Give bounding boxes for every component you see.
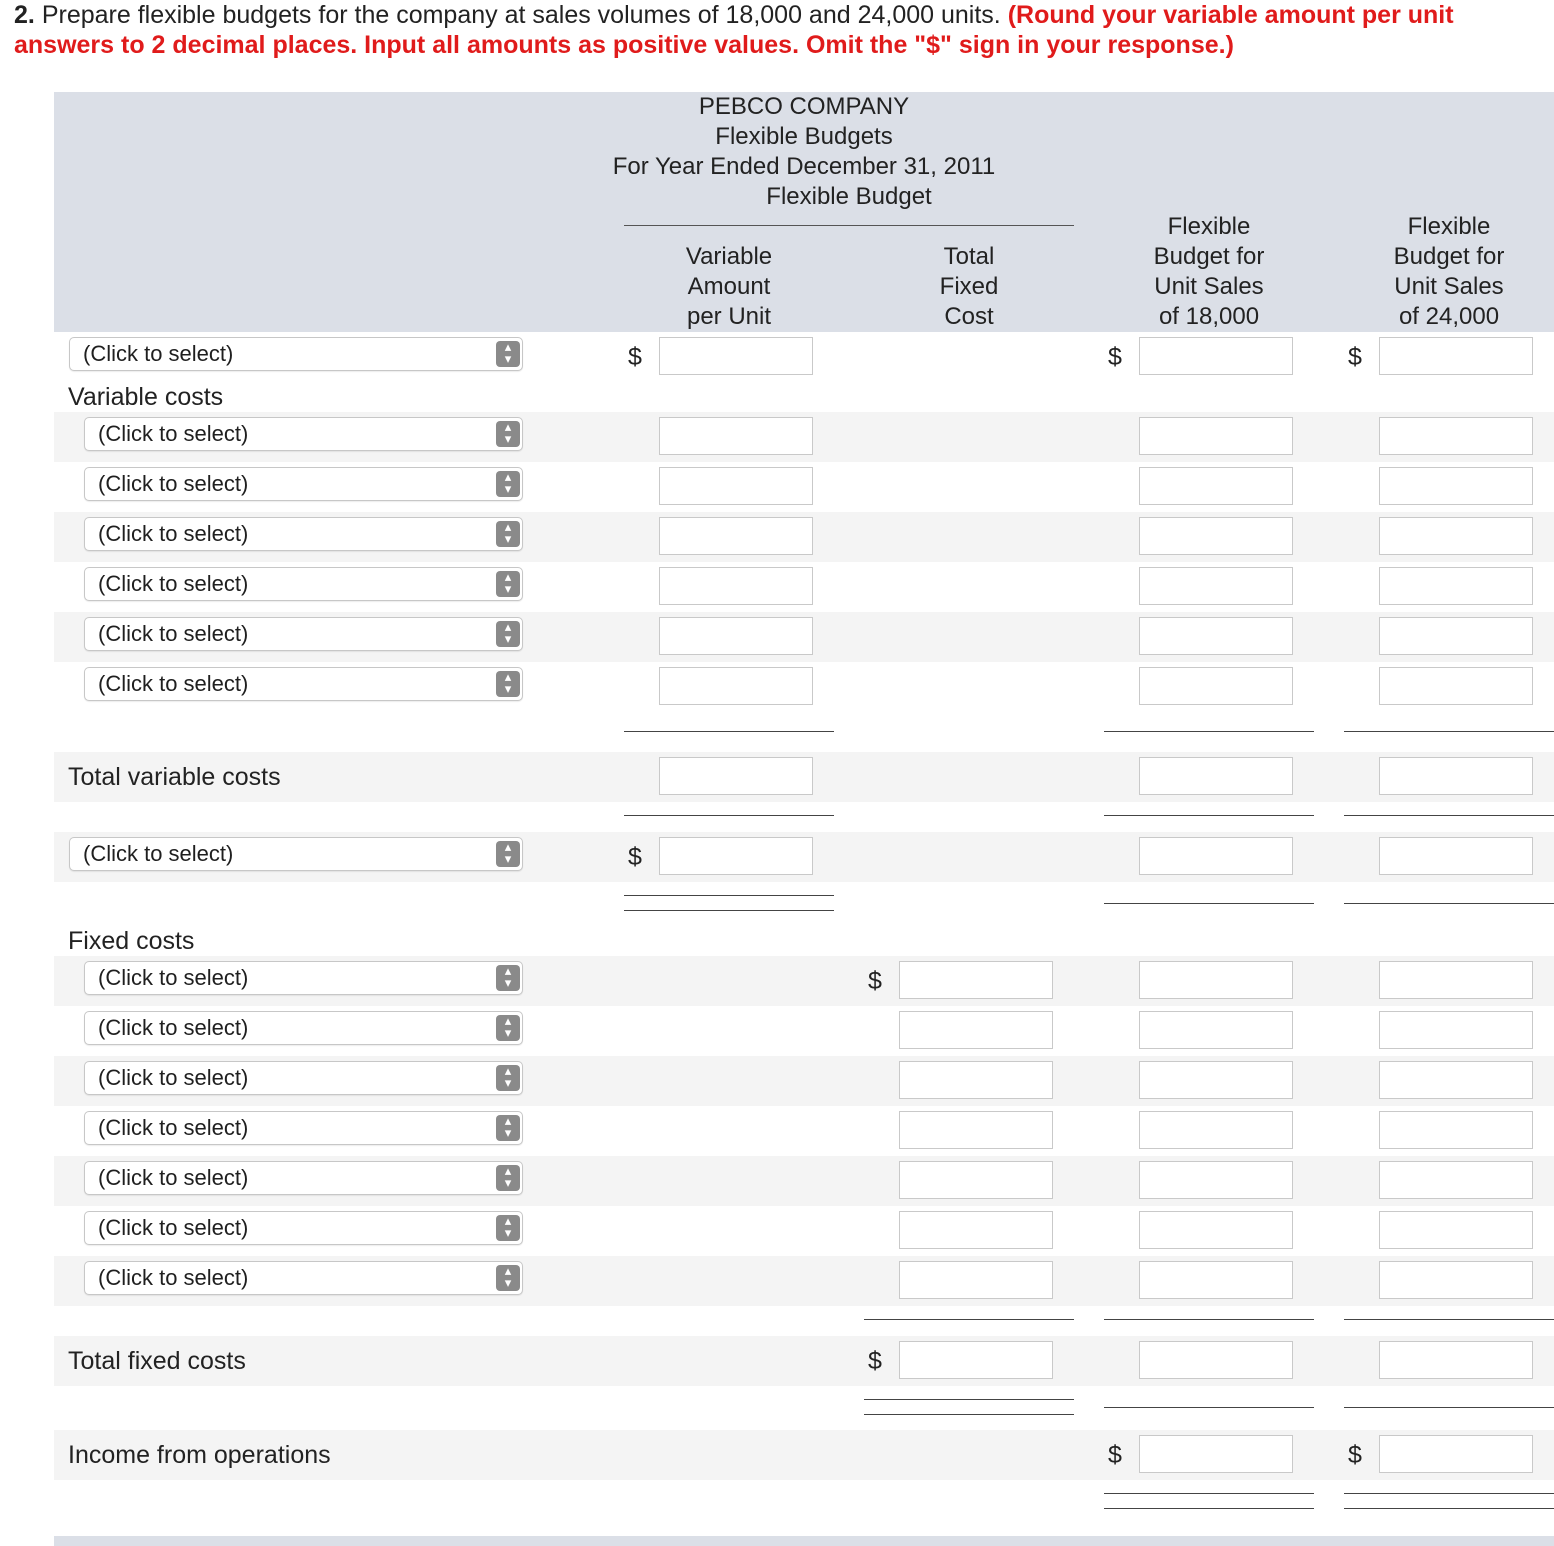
select-label: (Click to select) xyxy=(98,521,249,546)
input-variable-cost-4-per-unit[interactable] xyxy=(659,567,813,605)
col-header-24000-3: Unit Sales xyxy=(1394,273,1504,300)
question-prompt xyxy=(14,0,1544,60)
input-fixed-cost-6-18000[interactable] xyxy=(1139,1211,1293,1249)
col-header-24000-4: of 24,000 xyxy=(1398,303,1500,330)
dollar-sign: $ xyxy=(1108,1441,1122,1469)
sum-rule xyxy=(1104,1407,1314,1408)
select-label: (Click to select) xyxy=(98,965,249,990)
group-underline xyxy=(624,225,1074,226)
input-fixed-cost-6-24000[interactable] xyxy=(1379,1211,1533,1249)
double-rule xyxy=(1344,1493,1554,1494)
col-header-fixed-1: Total xyxy=(943,243,995,270)
sum-rule xyxy=(1104,1319,1314,1320)
chevron-up-down-icon: ▴ ▾ xyxy=(496,521,520,547)
select-label: (Click to select) xyxy=(98,471,249,496)
input-income-24000[interactable] xyxy=(1379,1435,1533,1473)
double-rule xyxy=(864,1414,1074,1415)
sum-rule xyxy=(1104,903,1314,904)
select-variable-cost-5[interactable] xyxy=(84,617,523,651)
select-label: (Click to select) xyxy=(98,1015,249,1040)
input-income-18000[interactable] xyxy=(1139,1435,1293,1473)
chevron-up-down-icon: ▴ ▾ xyxy=(496,1165,520,1191)
report-title: Flexible Budgets xyxy=(715,123,893,150)
input-fixed-cost-2-total[interactable] xyxy=(899,1011,1053,1049)
chevron-up-down-icon: ▴ ▾ xyxy=(496,471,520,497)
select-label: (Click to select) xyxy=(83,841,234,866)
select-variable-cost-6[interactable] xyxy=(84,667,523,701)
select-label: (Click to select) xyxy=(98,1165,249,1190)
input-total-variable-18000[interactable] xyxy=(1139,757,1293,795)
chevron-up-down-icon: ▴ ▾ xyxy=(496,1065,520,1091)
report-period: For Year Ended December 31, 2011 xyxy=(612,153,996,180)
chevron-up-down-icon: ▴ ▾ xyxy=(496,1015,520,1041)
select-label: (Click to select) xyxy=(98,1065,249,1090)
sum-rule xyxy=(1344,1407,1554,1408)
col-header-variable-1: Variable xyxy=(685,243,773,270)
input-contribution-24000[interactable] xyxy=(1379,837,1533,875)
table-footer-band xyxy=(54,1536,1554,1546)
select-fixed-cost-6[interactable] xyxy=(84,1211,523,1245)
col-header-variable-2: Amount xyxy=(687,273,771,300)
question-number: 2. xyxy=(14,1,35,29)
select-label: (Click to select) xyxy=(98,621,249,646)
double-rule xyxy=(864,1399,1074,1400)
input-fixed-cost-5-18000[interactable] xyxy=(1139,1161,1293,1199)
input-fixed-cost-7-24000[interactable] xyxy=(1379,1261,1533,1299)
input-variable-cost-4-24000[interactable] xyxy=(1379,567,1533,605)
dollar-sign: $ xyxy=(868,967,882,995)
select-variable-cost-3[interactable] xyxy=(84,517,523,551)
dollar-sign: $ xyxy=(628,843,642,871)
col-header-18000-1: Flexible xyxy=(1167,213,1251,240)
input-fixed-cost-4-24000[interactable] xyxy=(1379,1111,1533,1149)
double-rule xyxy=(624,910,834,911)
col-header-18000-4: of 18,000 xyxy=(1158,303,1260,330)
input-fixed-cost-3-18000[interactable] xyxy=(1139,1061,1293,1099)
select-label: (Click to select) xyxy=(98,671,249,696)
chevron-up-down-icon: ▴ ▾ xyxy=(496,965,520,991)
input-variable-per-unit-sales[interactable] xyxy=(659,337,813,375)
select-line-item-sales[interactable] xyxy=(69,337,523,371)
chevron-up-down-icon: ▴ ▾ xyxy=(496,621,520,647)
chevron-up-down-icon: ▴ ▾ xyxy=(496,571,520,597)
select-fixed-cost-4[interactable] xyxy=(84,1111,523,1145)
input-variable-cost-6-24000[interactable] xyxy=(1379,667,1533,705)
double-rule xyxy=(1104,1493,1314,1494)
chevron-up-down-icon: ▴ ▾ xyxy=(496,1265,520,1291)
input-variable-cost-2-24000[interactable] xyxy=(1379,467,1533,505)
select-variable-cost-1[interactable] xyxy=(84,417,523,451)
sum-rule xyxy=(1104,815,1314,816)
input-fixed-cost-1-total[interactable] xyxy=(899,961,1053,999)
col-header-24000-1: Flexible xyxy=(1407,213,1491,240)
sum-rule xyxy=(624,731,834,732)
sum-rule xyxy=(1344,731,1554,732)
col-header-fixed-2: Fixed xyxy=(939,273,999,300)
double-rule xyxy=(1104,1508,1314,1509)
input-variable-cost-1-18000[interactable] xyxy=(1139,417,1293,455)
chevron-up-down-icon: ▴ ▾ xyxy=(496,421,520,447)
input-contribution-18000[interactable] xyxy=(1139,837,1293,875)
input-fixed-cost-4-18000[interactable] xyxy=(1139,1111,1293,1149)
input-24000-sales[interactable] xyxy=(1379,337,1533,375)
input-variable-cost-3-18000[interactable] xyxy=(1139,517,1293,555)
select-variable-cost-4[interactable] xyxy=(84,567,523,601)
select-label: (Click to select) xyxy=(98,421,249,446)
col-header-fixed-3: Cost xyxy=(944,303,994,330)
variable-costs-label: Variable costs xyxy=(68,383,224,411)
input-fixed-cost-7-18000[interactable] xyxy=(1139,1261,1293,1299)
chevron-up-down-icon: ▴ ▾ xyxy=(496,341,520,367)
input-fixed-cost-2-24000[interactable] xyxy=(1379,1011,1533,1049)
select-label: (Click to select) xyxy=(98,1115,249,1140)
sum-rule xyxy=(1104,731,1314,732)
input-total-fixed-24000[interactable] xyxy=(1379,1341,1533,1379)
input-fixed-cost-4-total[interactable] xyxy=(899,1111,1053,1149)
input-contribution-per-unit[interactable] xyxy=(659,837,813,875)
input-18000-sales[interactable] xyxy=(1139,337,1293,375)
select-fixed-cost-2[interactable] xyxy=(84,1011,523,1045)
input-total-fixed-total[interactable] xyxy=(899,1341,1053,1379)
input-variable-cost-5-18000[interactable] xyxy=(1139,617,1293,655)
col-header-18000-3: Unit Sales xyxy=(1154,273,1264,300)
input-fixed-cost-7-total[interactable] xyxy=(899,1261,1053,1299)
input-fixed-cost-5-24000[interactable] xyxy=(1379,1161,1533,1199)
input-variable-cost-2-per-unit[interactable] xyxy=(659,467,813,505)
select-fixed-cost-5[interactable] xyxy=(84,1161,523,1195)
select-line-item-contribution[interactable] xyxy=(69,837,523,871)
sum-rule xyxy=(624,815,834,816)
input-fixed-cost-6-total[interactable] xyxy=(899,1211,1053,1249)
input-variable-cost-2-18000[interactable] xyxy=(1139,467,1293,505)
question-text: Prepare flexible budgets for the company at sales volumes of 18,000 and 24,000 units. xyxy=(41,1,1001,29)
double-rule xyxy=(624,895,834,896)
col-header-24000-2: Budget for xyxy=(1393,243,1505,270)
select-variable-cost-2[interactable] xyxy=(84,467,523,501)
double-rule xyxy=(1344,1508,1554,1509)
select-label: (Click to select) xyxy=(98,571,249,596)
input-fixed-cost-1-18000[interactable] xyxy=(1139,961,1293,999)
fixed-costs-label: Fixed costs xyxy=(68,927,195,955)
dollar-sign: $ xyxy=(868,1347,882,1375)
col-header-variable-3: per Unit xyxy=(686,303,772,330)
chevron-up-down-icon: ▴ ▾ xyxy=(496,841,520,867)
input-total-variable-per-unit[interactable] xyxy=(659,757,813,795)
select-label: (Click to select) xyxy=(98,1265,249,1290)
input-fixed-cost-3-24000[interactable] xyxy=(1379,1061,1533,1099)
dollar-sign: $ xyxy=(628,343,642,371)
input-variable-cost-5-24000[interactable] xyxy=(1379,617,1533,655)
sum-rule xyxy=(1344,903,1554,904)
select-fixed-cost-3[interactable] xyxy=(84,1061,523,1095)
input-variable-cost-3-per-unit[interactable] xyxy=(659,517,813,555)
dollar-sign: $ xyxy=(1348,1441,1362,1469)
select-label: (Click to select) xyxy=(83,341,234,366)
input-fixed-cost-2-18000[interactable] xyxy=(1139,1011,1293,1049)
total-fixed-costs-label: Total fixed costs xyxy=(68,1347,246,1375)
select-fixed-cost-1[interactable] xyxy=(84,961,523,995)
chevron-up-down-icon: ▴ ▾ xyxy=(496,1115,520,1141)
sum-rule xyxy=(864,1319,1074,1320)
input-variable-cost-6-per-unit[interactable] xyxy=(659,667,813,705)
input-variable-cost-4-18000[interactable] xyxy=(1139,567,1293,605)
chevron-up-down-icon: ▴ ▾ xyxy=(496,671,520,697)
company-name: PEBCO COMPANY xyxy=(698,93,910,120)
total-variable-costs-label: Total variable costs xyxy=(68,763,281,791)
col-header-18000-2: Budget for xyxy=(1153,243,1265,270)
row-stripe xyxy=(54,1336,1554,1386)
select-fixed-cost-7[interactable] xyxy=(84,1261,523,1295)
income-from-operations-label: Income from operations xyxy=(68,1441,331,1469)
select-label: (Click to select) xyxy=(98,1215,249,1240)
input-total-variable-24000[interactable] xyxy=(1379,757,1533,795)
input-variable-cost-1-24000[interactable] xyxy=(1379,417,1533,455)
dollar-sign: $ xyxy=(1108,343,1122,371)
input-fixed-cost-5-total[interactable] xyxy=(899,1161,1053,1199)
input-variable-cost-5-per-unit[interactable] xyxy=(659,617,813,655)
input-total-fixed-18000[interactable] xyxy=(1139,1341,1293,1379)
question-instruction: (Round your variable amount per unit answers to 2 decimal places. Input all amounts as positive values. Omit the "$" sign in your response.) xyxy=(14,1,1454,59)
input-fixed-cost-3-total[interactable] xyxy=(899,1061,1053,1099)
group-label-flexible-budget: Flexible Budget xyxy=(766,183,932,210)
chevron-up-down-icon: ▴ ▾ xyxy=(496,1215,520,1241)
input-variable-cost-3-24000[interactable] xyxy=(1379,517,1533,555)
sum-rule xyxy=(1344,1319,1554,1320)
input-variable-cost-6-18000[interactable] xyxy=(1139,667,1293,705)
input-variable-cost-1-per-unit[interactable] xyxy=(659,417,813,455)
dollar-sign: $ xyxy=(1348,343,1362,371)
input-fixed-cost-1-24000[interactable] xyxy=(1379,961,1533,999)
sum-rule xyxy=(1344,815,1554,816)
